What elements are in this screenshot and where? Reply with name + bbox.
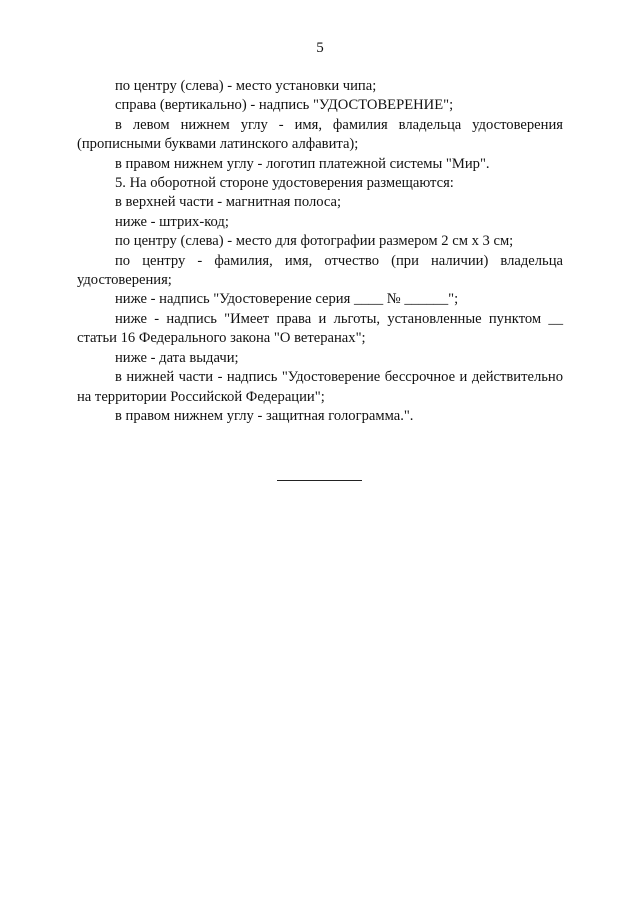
paragraph-chip-location: по центру (слева) - место установки чипа; (115, 78, 377, 94)
paragraph-hologram: в правом нижнем углу - защитная голограмма.". (115, 407, 414, 424)
paragraph-barcode: ниже - штрих-код; (115, 213, 229, 230)
paragraph-reverse-side-heading: 5. На оборотной стороне удостоверения размещаются: (115, 175, 454, 192)
paragraph-rights-benefits: ниже - надпись "Имеет права и льготы, установленные пунктом __ статьи 16 Федерального закона "О ветеранах"; (77, 310, 563, 347)
paragraph-series-number: ниже - надпись "Удостоверение серия ____ № ______"; (115, 291, 459, 308)
end-of-document-rule (277, 480, 362, 481)
paragraph-payment-logo: в правом нижнем углу - логотип платежной системы "Мир". (115, 155, 490, 172)
paragraph-photo-place: по центру (слева) - место для фотографии размером 2 см х 3 см; (115, 233, 514, 250)
paragraph-validity: в нижней части - надпись "Удостоверение бессрочное и действительно на территории Российской Федерации"; (77, 369, 563, 405)
paragraph-owner-full-name: по центру - фамилия, имя, отчество (при наличии) владельца удостоверения; (77, 252, 563, 289)
paragraph-owner-name: в левом нижнем углу - имя, фамилия владельца удостоверения (прописными буквами латинского алфавита); (77, 116, 563, 153)
document-body (77, 77, 563, 426)
paragraph-magnetic-stripe: в верхней части - магнитная полоса; (115, 194, 342, 211)
page-number: 5 (316, 40, 324, 56)
paragraph-vertical-inscription: справа (вертикально) - надпись "УДОСТОВЕРЕНИЕ"; (115, 97, 454, 114)
paragraph-issue-date: ниже - дата выдачи; (115, 349, 239, 366)
